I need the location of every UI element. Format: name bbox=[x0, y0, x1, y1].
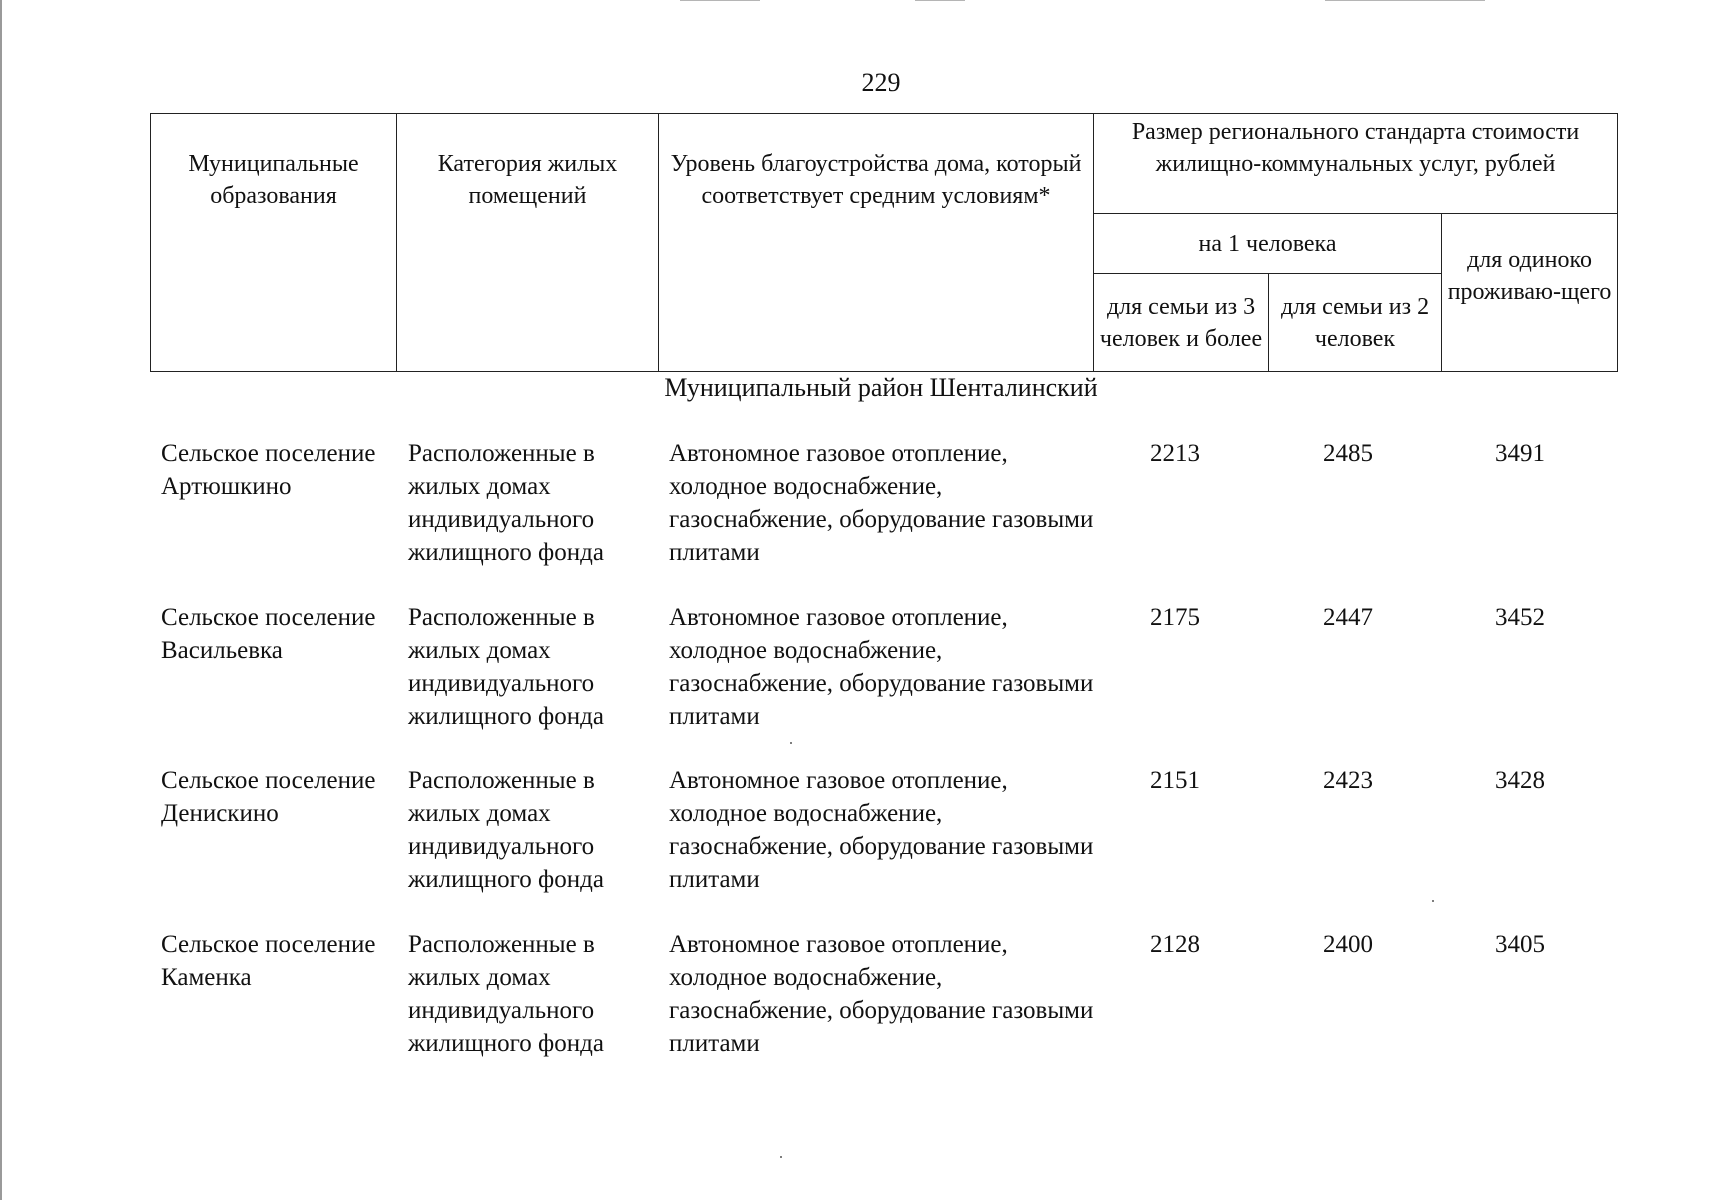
scan-mark bbox=[915, 0, 965, 1]
row-family-3-value: 2128 bbox=[1150, 931, 1200, 958]
row-single-value: 3452 bbox=[1495, 604, 1545, 631]
row-level: Автономное газовое отопление, холодное водоснабжение, газоснабжение, оборудование газовыми плитами bbox=[669, 767, 1094, 893]
row-family-2-value: 2447 bbox=[1323, 604, 1373, 631]
row-level: Автономное газовое отопление, холодное водоснабжение, газоснабжение, оборудование газовыми плитами bbox=[669, 440, 1094, 566]
page-number: 229 bbox=[861, 68, 901, 97]
header-category: Категория жилых помещений bbox=[397, 114, 659, 372]
table-header bbox=[150, 113, 1618, 372]
header-family-2: для семьи из 2 человек bbox=[1269, 274, 1442, 372]
page-left-edge bbox=[0, 0, 2, 1200]
row-single-value: 3491 bbox=[1495, 440, 1545, 467]
scan-speck bbox=[790, 742, 792, 744]
scan-speck bbox=[1432, 900, 1434, 902]
scan-mark bbox=[680, 0, 760, 1]
row-category: Расположенные в жилых домах индивидуального жилищного фонда bbox=[408, 767, 604, 893]
row-single-value: 3405 bbox=[1495, 931, 1545, 958]
header-per-person: на 1 человека bbox=[1094, 214, 1442, 274]
header-level bbox=[659, 114, 1094, 372]
row-family-3-value: 2175 bbox=[1150, 604, 1200, 631]
header-municipalities: Муниципальные образования bbox=[151, 114, 397, 372]
header-family-3: для семьи из 3 человек и более bbox=[1094, 274, 1269, 372]
header-standard-line: жилищно-коммунальных услуг, рублей bbox=[1155, 151, 1556, 177]
row-level: Автономное газовое отопление, холодное водоснабжение, газоснабжение, оборудование газовыми плитами bbox=[669, 931, 1094, 1057]
header-standard bbox=[1094, 114, 1618, 214]
row-category: Расположенные в жилых домах индивидуального жилищного фонда bbox=[408, 931, 604, 1057]
row-family-2-value: 2400 bbox=[1323, 931, 1373, 958]
row-category: Расположенные в жилых домах индивидуального жилищного фонда bbox=[408, 440, 604, 566]
row-family-3-value: 2213 bbox=[1150, 440, 1200, 467]
row-family-2-value: 2423 bbox=[1323, 767, 1373, 794]
header-standard-line: Размер регионального стандарта стоимости bbox=[1131, 119, 1580, 145]
row-family-2-value: 2485 bbox=[1323, 440, 1373, 467]
row-municipality: Сельское поселение Денискино bbox=[161, 767, 376, 827]
row-family-3-value: 2151 bbox=[1150, 767, 1200, 794]
row-level: Автономное газовое отопление, холодное водоснабжение, газоснабжение, оборудование газовыми плитами bbox=[669, 604, 1094, 730]
section-title: Муниципальный район Шенталинский bbox=[664, 373, 1098, 402]
header-level-line: соответствует средним условиям* bbox=[701, 183, 1051, 209]
scan-speck bbox=[780, 1156, 782, 1158]
header-level-line: Уровень благоустройства дома, который bbox=[670, 151, 1082, 177]
scan-mark bbox=[1325, 0, 1485, 1]
row-municipality: Сельское поселение Артюшкино bbox=[161, 440, 376, 500]
row-single-value: 3428 bbox=[1495, 767, 1545, 794]
row-municipality: Сельское поселение Васильевка bbox=[161, 604, 376, 664]
row-category: Расположенные в жилых домах индивидуального жилищного фонда bbox=[408, 604, 604, 730]
header-single: для одиноко проживаю-щего bbox=[1442, 214, 1618, 372]
row-municipality: Сельское поселение Каменка bbox=[161, 931, 376, 991]
